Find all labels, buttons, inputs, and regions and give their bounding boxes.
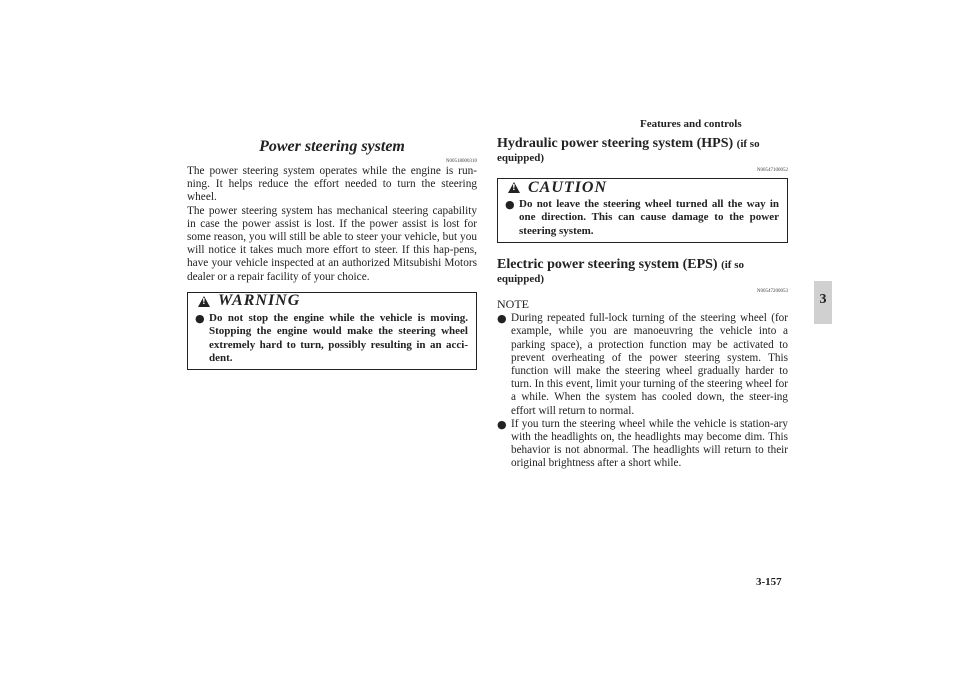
warning-label: WARNING [218,292,301,310]
note-item [497,418,788,471]
eps-title-line2: equipped) [497,273,545,286]
caution-label: CAUTION [528,178,608,196]
warning-header [188,293,476,310]
caution-box [497,178,788,243]
eps-heading [497,257,788,273]
section-code: N00518000310 [445,159,477,164]
paragraph: The power steering system operates while the engine is run-ning. It helps reduce the effort needed to turn the steering wheel. [187,165,477,204]
left-column [187,136,477,370]
hps-title: Hydraulic power steering system (HPS) [497,136,734,151]
page-header-title: Features and controls [640,118,742,130]
section-title: Power steering system [259,138,405,155]
bullet-icon: ● [505,198,515,211]
warning-box [187,292,477,371]
chapter-tab: 3 [814,281,832,324]
note-text: If you turn the steering wheel while the vehicle is station-ary with the headlights on, the headlights may become dim. This behavior is not abnormal. The headlights will return to their original brightness after a short while. [511,417,788,470]
warning-icon [198,296,210,307]
hps-heading [497,136,788,152]
right-column [497,136,788,471]
bullet-icon: ● [497,417,507,431]
caution-text: Do not leave the steering wheel turned all the way in one direction. This can cause damage to the power steering system. [519,198,779,237]
caution-icon [508,182,520,193]
bullet-icon: ● [497,312,507,326]
warning-text: Do not stop the engine while the vehicle is moving. Stopping the engine would make the steering wheel extremely hard to turn, possibly resulting in an acci-dent. [209,311,468,365]
page-number: 3-157 [756,576,782,588]
eps-title-suffix: (if so [721,259,744,272]
eps-title: Electric power steering system (EPS) [497,257,718,273]
caution-header [498,179,787,196]
hps-title-suffix: (if so [736,138,760,150]
note-label: NOTE [497,297,529,312]
eps-code: N00547200053 [756,289,788,295]
paragraph: The power steering system has mechanical steering capability in case the power assist is lost. If the power assist is lost for some reason, you will still be able to steer your vehicle, but you will notice it takes much more effort to steer. If this hap-pens, have your vehicle inspected at an authorized Mitsubishi Motors dealer or a repair facility of your choice. [187,204,477,283]
hps-title-line2: equipped) [497,152,545,164]
hps-code: N00547100052 [756,168,788,173]
note-text: During repeated full-lock turning of the steering wheel (for example, while you are manoeuvring the vehicle into a parking space), a protection function may be activated to prevent overheating of the power steering system. This function will make the steering wheel gradually harder to turn. In this event, limit your turning of the steering wheel for a while. When the system has cooled down, the steer-ing effort will return to normal. [511,312,788,417]
bullet-icon: ● [195,311,205,325]
note-item [497,312,788,418]
